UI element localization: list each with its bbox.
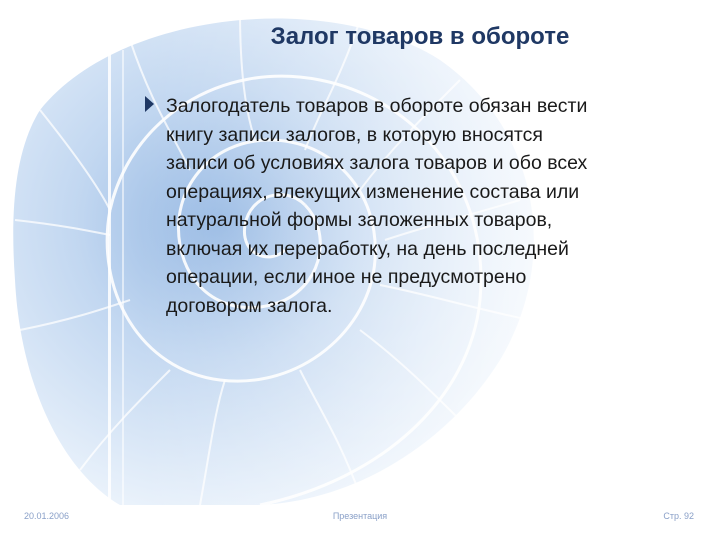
bullet-item xyxy=(145,92,705,320)
footer-page-number: Стр. 92 xyxy=(663,511,694,521)
footer-presentation: Презентация xyxy=(332,511,388,521)
footer-date: 20.01.2006 xyxy=(24,511,70,521)
triangle-right-icon xyxy=(145,96,154,112)
bullet-text: Залогодатель товаров в обороте обязан вести книгу записи залогов, в которую вносятся записи об условиях залога товаров и обо всех операциях, влекущих изменение состава или натуральной формы заложенных товаров, включая их переработку, на день последней операции, если иное не предусмотрено договором залога. xyxy=(166,95,588,317)
slide-title: Залог товаров в обороте xyxy=(270,23,570,50)
